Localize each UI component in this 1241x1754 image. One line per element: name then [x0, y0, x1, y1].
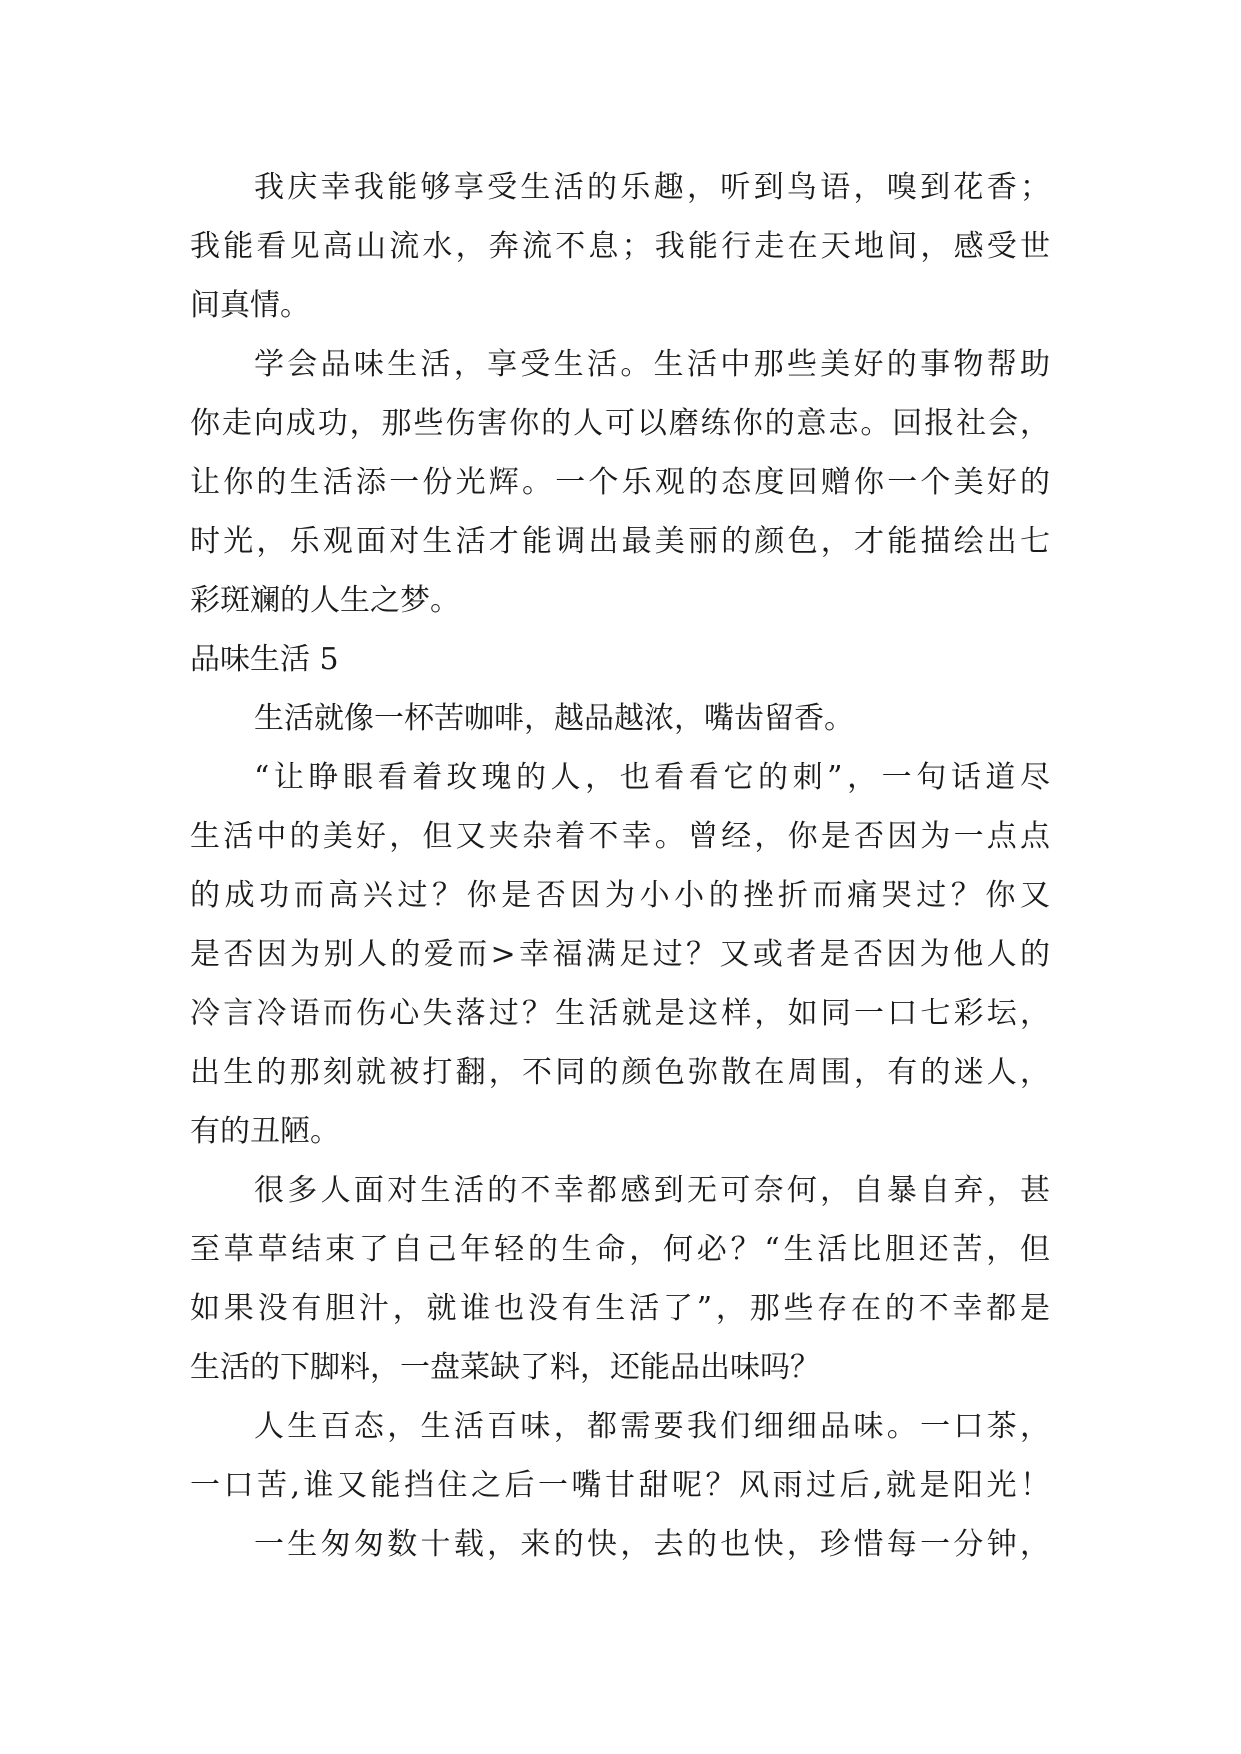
document-body [190, 158, 1050, 1574]
text-line: 间真情。 [190, 288, 310, 323]
text-line: 让你的生活添一份光辉。一个乐观的态度回赠你一个美好的 [190, 465, 1050, 500]
text-line: 我能看见高山流水，奔流不息；我能行走在天地间，感受世 [190, 229, 1050, 264]
text-line: 是否因为别人的爱而>幸福满足过？又或者是否因为他人的 [190, 937, 1050, 972]
text-line: 一生匆匆数十载，来的快，去的也快，珍惜每一分钟， [254, 1527, 1050, 1562]
text-line: 冷言冷语而伤心失落过？生活就是这样，如同一口七彩坛， [190, 996, 1050, 1031]
text-line: “让睁眼看着玫瑰的人，也看看它的刺”，一句话道尽 [254, 760, 1050, 795]
text-line: 我庆幸我能够享受生活的乐趣，听到鸟语，嗅到花香； [254, 170, 1050, 205]
section-heading: 品味生活 5 [190, 642, 339, 677]
text-line: 出生的那刻就被打翻，不同的颜色弥散在周围，有的迷人， [190, 1055, 1050, 1090]
text-line: 学会品味生活，享受生活。生活中那些美好的事物帮助 [254, 347, 1050, 382]
text-line: 生活就像一杯苦咖啡，越品越浓，嘴齿留香。 [254, 701, 854, 736]
text-line: 时光，乐观面对生活才能调出最美丽的颜色，才能描绘出七 [190, 524, 1050, 559]
text-line: 生活的下脚料，一盘菜缺了料，还能品出味吗？ [190, 1350, 820, 1385]
text-line: 你走向成功，那些伤害你的人可以磨练你的意志。回报社会， [190, 406, 1050, 441]
text-line: 至草草结束了自己年轻的生命，何必？“生活比胆还苦，但 [190, 1232, 1050, 1267]
text-line: 的成功而高兴过？你是否因为小小的挫折而痛哭过？你又 [190, 878, 1050, 913]
text-line: 人生百态，生活百味，都需要我们细细品味。一口茶， [254, 1409, 1050, 1444]
text-line: 生活中的美好，但又夹杂着不幸。曾经，你是否因为一点点 [190, 819, 1050, 854]
text-line: 很多人面对生活的不幸都感到无可奈何，自暴自弃，甚 [254, 1173, 1050, 1208]
text-line: 彩斑斓的人生之梦。 [190, 583, 460, 618]
text-line: 有的丑陋。 [190, 1114, 340, 1149]
text-line: 如果没有胆汁，就谁也没有生活了”，那些存在的不幸都是 [190, 1291, 1050, 1326]
text-line: 一口苦,谁又能挡住之后一嘴甘甜呢？风雨过后,就是阳光！ [190, 1468, 1050, 1503]
